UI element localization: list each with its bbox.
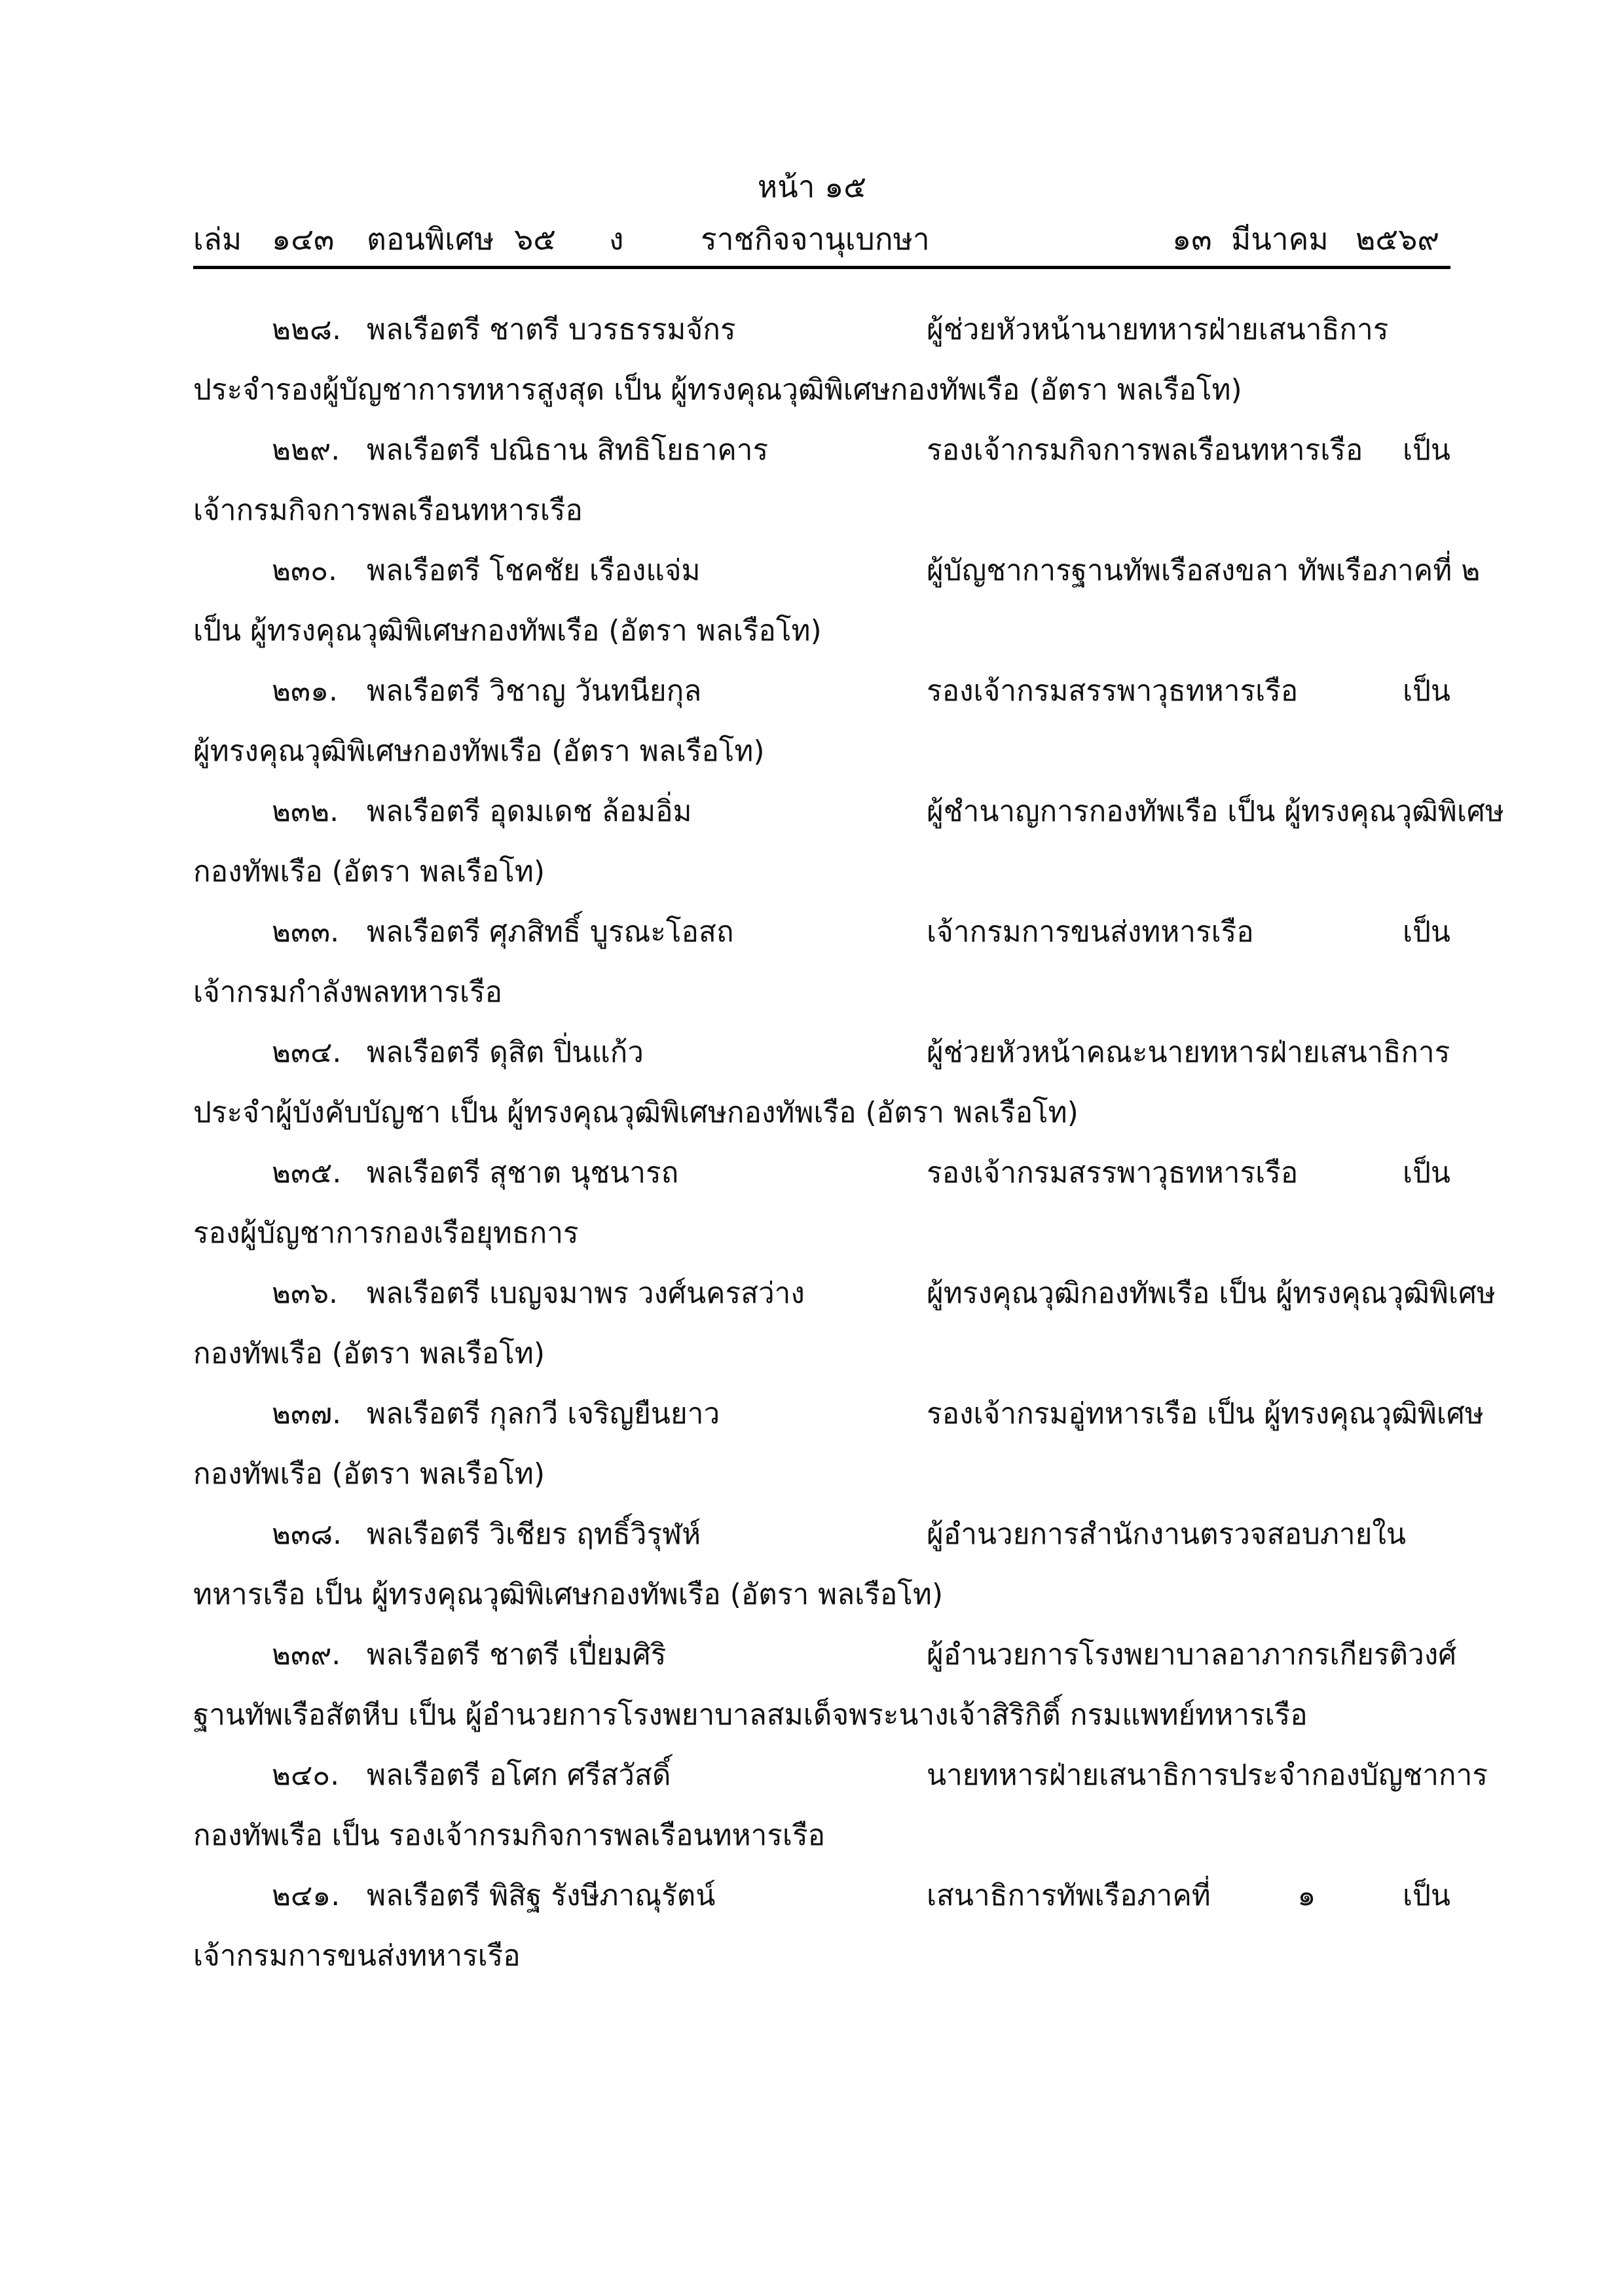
- new-position: ผู้ทรงคุณวุฒิพิเศษกองทัพเรือ (อัตรา พลเรือโท): [193, 735, 765, 768]
- entry-line: [193, 1264, 1496, 1324]
- entry-continuation: [193, 481, 1450, 541]
- current-position: เจ้ากรมการขนส่งทหารเรือ เป็น: [927, 915, 1450, 949]
- new-position: ประจำรองผู้บัญชาการทหารสูงสุด เป็น ผู้ทรงคุณวุฒิพิเศษกองทัพเรือ (อัตรา พลเรือโท): [193, 373, 1242, 407]
- date-year: ๒๕๖๙: [1356, 221, 1440, 257]
- entry-number: ๒๓๔.: [272, 1036, 342, 1069]
- entry-number: ๒๓๙.: [272, 1638, 341, 1671]
- entry-continuation: [193, 1565, 1450, 1625]
- entry-continuation: [193, 1203, 1450, 1264]
- entry-line: [193, 541, 1481, 601]
- entry-number: ๒๔๑.: [272, 1879, 341, 1912]
- current-position: ผู้ช่วยหัวหน้านายทหารฝ่ายเสนาธิการ: [927, 313, 1389, 346]
- new-position: ประจำผู้บังคับบัญชา เป็น ผู้ทรงคุณวุฒิพิเศษกองทัพเรือ (อัตรา พลเรือโท): [193, 1096, 1079, 1129]
- entry-line: [193, 902, 1450, 962]
- entry-continuation: [193, 601, 1450, 661]
- entry-number: ๒๓๖.: [272, 1277, 338, 1310]
- date-day: ๑๓: [1172, 221, 1212, 257]
- officer-name: พลเรือตรี ชาตรี บวรธรรมจักร: [367, 313, 736, 346]
- entry-continuation: [193, 1324, 1450, 1384]
- officer-name: พลเรือตรี กุลกวี เจริญยืนยาว: [367, 1397, 720, 1430]
- current-position: ผู้ทรงคุณวุฒิกองทัพเรือ เป็น ผู้ทรงคุณวุฒิพิเศษ: [927, 1277, 1496, 1310]
- new-position: กองทัพเรือ เป็น รองเจ้ากรมกิจการพลเรือนทหารเรือ: [193, 1819, 826, 1852]
- current-position: รองเจ้ากรมอู่ทหารเรือ เป็น ผู้ทรงคุณวุฒิพิเศษ: [927, 1397, 1484, 1430]
- new-position: กองทัพเรือ (อัตรา พลเรือโท): [193, 1457, 545, 1491]
- current-position: ผู้ช่วยหัวหน้าคณะนายทหารฝ่ายเสนาธิการ: [927, 1036, 1450, 1069]
- officer-name: พลเรือตรี เบญจมาพร วงศ์นครสว่าง: [367, 1277, 805, 1310]
- appointment-list: [193, 300, 1504, 1986]
- entry-number: ๒๓๐.: [272, 554, 337, 587]
- entry-number: ๒๒๙.: [272, 433, 341, 467]
- officer-name: พลเรือตรี ปณิธาน สิทธิโยธาคาร: [367, 433, 769, 467]
- entry-number: ๒๓๕.: [272, 1156, 342, 1190]
- entry-continuation: [193, 721, 1450, 782]
- entry-number: ๒๓๘.: [272, 1518, 342, 1551]
- officer-name: พลเรือตรี พิสิฐ รังษีภาณุรัตน์: [367, 1879, 716, 1912]
- entry-line: [193, 1023, 1450, 1083]
- new-position: เจ้ากรมการขนส่งทหารเรือ: [193, 1939, 521, 1973]
- entry-continuation: [193, 962, 1450, 1023]
- new-position: เจ้ากรมกำลังพลทหารเรือ: [193, 975, 503, 1009]
- entry-continuation: [193, 1806, 1450, 1866]
- entry-number: ๒๓๑.: [272, 674, 338, 708]
- new-position: เจ้ากรมกิจการพลเรือนทหารเรือ: [193, 494, 583, 527]
- current-position: รองเจ้ากรมสรรพาวุธทหารเรือ เป็น: [927, 1156, 1450, 1190]
- publication-title: ราชกิจจานุเบกษา: [701, 221, 930, 257]
- current-position: ผู้ชำนาญการกองทัพเรือ เป็น ผู้ทรงคุณวุฒิพิเศษ: [927, 795, 1504, 828]
- entry-continuation: [193, 1926, 1450, 1986]
- entry-line: [193, 1625, 1457, 1685]
- entry-number: ๒๒๘.: [272, 313, 341, 346]
- entry-number: ๒๓๗.: [272, 1397, 342, 1430]
- current-position: เสนาธิการทัพเรือภาคที่ ๑ เป็น: [927, 1879, 1450, 1912]
- new-position: เป็น ผู้ทรงคุณวุฒิพิเศษกองทัพเรือ (อัตรา พลเรือโท): [193, 614, 822, 647]
- officer-name: พลเรือตรี ดุสิต ปิ่นแก้ว: [367, 1036, 644, 1069]
- volume-number: ๑๔๓: [272, 221, 335, 257]
- entry-line: [193, 300, 1450, 360]
- entry-line: [193, 1866, 1450, 1926]
- entry-line: [193, 420, 1450, 481]
- new-position: กองทัพเรือ (อัตรา พลเรือโท): [193, 1337, 545, 1370]
- officer-name: พลเรือตรี สุชาต นุชนารถ: [367, 1156, 679, 1190]
- volume-label: เล่ม: [193, 221, 242, 257]
- current-position: นายทหารฝ่ายเสนาธิการประจำกองบัญชาการ: [927, 1758, 1488, 1792]
- gazette-header: [193, 219, 1450, 259]
- entry-line: [193, 1745, 1488, 1806]
- entry-line: [193, 661, 1450, 721]
- officer-name: พลเรือตรี วิเชียร ฤทธิ์วิรุฬห์: [367, 1518, 701, 1551]
- current-position: รองเจ้ากรมสรรพาวุธทหารเรือ เป็น: [927, 674, 1450, 708]
- entry-line: [193, 782, 1504, 842]
- current-position: ผู้อำนวยการสำนักงานตรวจสอบภายใน: [927, 1518, 1406, 1551]
- entry-line: [193, 1143, 1450, 1203]
- new-position: ทหารเรือ เป็น ผู้ทรงคุณวุฒิพิเศษกองทัพเรือ (อัตรา พลเรือโท): [193, 1578, 944, 1611]
- officer-name: พลเรือตรี อโศก ศรีสวัสดิ์: [367, 1758, 671, 1792]
- entry-number: ๒๔๐.: [272, 1758, 340, 1792]
- entry-number: ๒๓๓.: [272, 915, 340, 949]
- date-month: มีนาคม: [1231, 221, 1329, 257]
- officer-name: พลเรือตรี โชคชัย เรืองแจ่ม: [367, 554, 701, 587]
- header-rule: [193, 266, 1450, 269]
- section-letter: ง: [609, 221, 624, 257]
- entry-number: ๒๓๒.: [272, 795, 339, 828]
- entry-continuation: [193, 1083, 1450, 1143]
- entry-line: [193, 1384, 1484, 1444]
- current-position: ผู้อำนวยการโรงพยาบาลอาภากรเกียรติวงศ์: [927, 1638, 1457, 1671]
- entry-line: [193, 1504, 1450, 1565]
- new-position: ฐานทัพเรือสัตหีบ เป็น ผู้อำนวยการโรงพยาบาลสมเด็จพระนางเจ้าสิริกิติ์ กรมแพทย์ทหารเรือ: [193, 1698, 1308, 1732]
- officer-name: พลเรือตรี อุดมเดช ล้อมอิ่ม: [367, 795, 692, 828]
- current-position: ผู้บัญชาการฐานทัพเรือสงขลา ทัพเรือภาคที่ ๒: [927, 554, 1481, 587]
- current-position: รองเจ้ากรมกิจการพลเรือนทหารเรือ เป็น: [927, 433, 1450, 467]
- issue-label: ตอนพิเศษ: [367, 221, 494, 257]
- officer-name: พลเรือตรี ศุภสิทธิ์ บูรณะโอสถ: [367, 915, 734, 949]
- officer-name: พลเรือตรี วิชาญ วันทนียกุล: [367, 674, 702, 708]
- entry-continuation: [193, 360, 1450, 420]
- officer-name: พลเรือตรี ชาตรี เปี่ยมศิริ: [367, 1638, 667, 1671]
- new-position: รองผู้บัญชาการกองเรือยุทธการ: [193, 1216, 579, 1250]
- issue-number: ๖๕: [514, 221, 557, 257]
- page-number: หน้า ๑๕: [757, 169, 867, 204]
- entry-continuation: [193, 842, 1450, 902]
- entry-continuation: [193, 1685, 1450, 1745]
- new-position: กองทัพเรือ (อัตรา พลเรือโท): [193, 855, 545, 888]
- entry-continuation: [193, 1444, 1450, 1504]
